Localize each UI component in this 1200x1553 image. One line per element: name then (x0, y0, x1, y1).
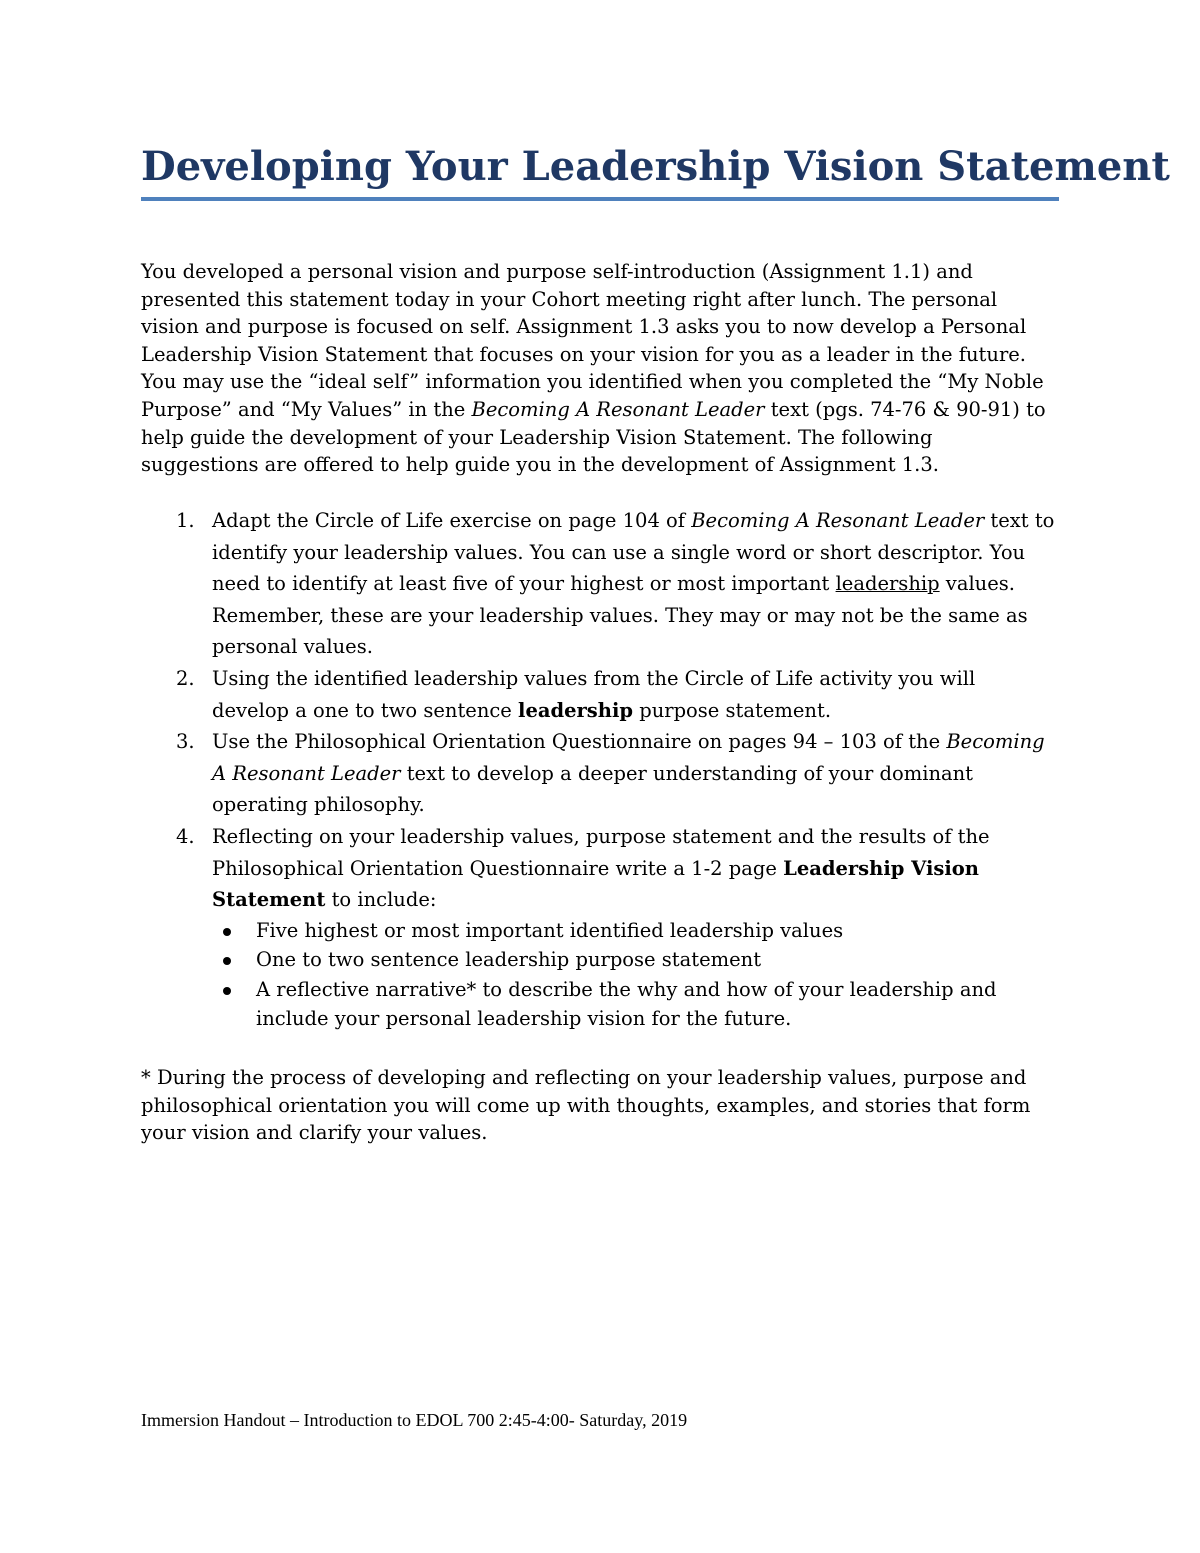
text-line (141, 1064, 1059, 1092)
text-line (212, 695, 1059, 727)
text-run: A Resonant Leader (212, 761, 401, 785)
bullet-item (212, 975, 1059, 1034)
text-line (141, 396, 1059, 424)
text-run: text to develop a deeper understanding of your dominant (400, 761, 974, 785)
text-run: Leadership Vision (783, 856, 979, 880)
text-run: text (pgs. 74-76 & 90-91) to (764, 397, 1046, 421)
text-line (212, 821, 1059, 853)
text-run: suggestions are offered to help guide you in the development of Assignment 1.3. (141, 453, 939, 477)
text-line (212, 853, 1059, 885)
text-line (212, 537, 1059, 569)
bullet-item (212, 916, 1059, 946)
text-run: Becoming A Resonant Leader (471, 397, 765, 421)
text-run: Adapt the Circle of Life exercise on page 104 of (212, 509, 692, 532)
text-run: presented this statement today in your Cohort meeting right after lunch. The personal (141, 287, 998, 311)
text-run: develop a one to two sentence (212, 698, 519, 722)
step-text (212, 821, 1059, 916)
text-run: purpose statement. (633, 698, 832, 722)
text-run: Becoming A Resonant Leader (691, 509, 985, 532)
text-line (141, 341, 1059, 369)
text-run: personal values. (212, 635, 373, 659)
step-item-4 (141, 821, 1059, 1034)
page-footer: Immersion Handout – Introduction to EDOL 700 2:45-4:00- Saturday, 2019 (141, 1410, 688, 1430)
text-run: need to identify at least five of your highest or most important (212, 572, 836, 596)
text-line (212, 505, 1059, 537)
bullet-dot-icon (223, 987, 231, 995)
text-run: include your personal leadership vision for the future. (256, 1007, 792, 1031)
text-run: Becoming (946, 730, 1045, 754)
text-line (141, 313, 1059, 341)
text-run: philosophical orientation you will come up with thoughts, examples, and stories that form (141, 1093, 1031, 1117)
step-text (212, 663, 1059, 726)
intro-paragraph (141, 258, 1059, 479)
text-line (212, 631, 1059, 663)
step-number: 1. (176, 509, 195, 532)
text-line (141, 258, 1059, 286)
text-line (256, 975, 1059, 1005)
bullet-item (212, 945, 1059, 975)
text-line (256, 916, 1059, 946)
text-line (141, 286, 1059, 314)
text-line (141, 451, 1059, 479)
text-run: leadership (518, 698, 634, 722)
text-line (212, 884, 1059, 916)
text-line (256, 945, 1059, 975)
text-run: Remember, these are your leadership values. They may or may not be the same as (212, 603, 1028, 627)
text-run: text to (984, 509, 1055, 532)
step-item-1 (141, 505, 1059, 663)
text-line (141, 1119, 1059, 1147)
step-item-3 (141, 726, 1059, 821)
text-line (212, 568, 1059, 600)
text-run: values. (939, 572, 1015, 596)
bullet-list (212, 916, 1059, 1034)
step-text (212, 505, 1059, 663)
text-run: * During the process of developing and reflecting on your leadership values, purpose and (141, 1066, 1027, 1089)
text-line (212, 726, 1059, 758)
text-line (212, 663, 1059, 695)
text-line (212, 789, 1059, 821)
bullet-dot-icon (223, 928, 231, 936)
text-run: operating philosophy. (212, 793, 425, 817)
step-item-2 (141, 663, 1059, 726)
text-line (256, 1004, 1059, 1034)
step-number: 2. (176, 666, 195, 690)
text-run: leadership (835, 572, 940, 596)
text-run: to include: (325, 888, 437, 912)
text-run: A reflective narrative* to describe the why and how of your leadership and (256, 977, 997, 1001)
title-underline-rule (141, 197, 1059, 201)
text-run: You developed a personal vision and purpose self-introduction (Assignment 1.1) and (141, 260, 973, 283)
text-run: Reflecting on your leadership values, purpose statement and the results of the (212, 824, 990, 848)
document-title: Developing Your Leadership Vision Statement (141, 143, 1170, 190)
text-run: Statement (212, 888, 326, 912)
text-line (141, 1092, 1059, 1120)
steps-list (141, 505, 1059, 1034)
text-run: help guide the development of your Leadership Vision Statement. The following (141, 425, 933, 449)
text-run: your vision and clarify your values. (141, 1121, 488, 1145)
text-line (141, 424, 1059, 452)
text-run: Philosophical Orientation Questionnaire write a 1-2 page (212, 856, 784, 880)
text-run: One to two sentence leadership purpose statement (256, 948, 762, 972)
text-run: Five highest or most important identified leadership values (256, 918, 844, 942)
text-run: Using the identified leadership values from the Circle of Life activity you will (212, 666, 976, 690)
step-number: 3. (176, 730, 195, 754)
text-line (141, 368, 1059, 396)
text-run: You may use the “ideal self” information you identified when you completed the “My Noble (141, 370, 1044, 394)
text-run: vision and purpose is focused on self. Assignment 1.3 asks you to now develop a Personal (141, 315, 1027, 339)
bullet-dot-icon (223, 957, 231, 965)
text-run: Purpose” and “My Values” in the (141, 397, 472, 421)
text-line (212, 758, 1059, 790)
step-number: 4. (176, 824, 195, 848)
text-line (212, 600, 1059, 632)
text-run: Use the Philosophical Orientation Questionnaire on pages 94 – 103 of the (212, 730, 947, 754)
footnote-paragraph (141, 1064, 1059, 1147)
step-text (212, 726, 1059, 821)
text-run: identify your leadership values. You can use a single word or short descriptor. You (212, 540, 1026, 564)
text-run: Leadership Vision Statement that focuses on your vision for you as a leader in the future. (141, 342, 1027, 366)
